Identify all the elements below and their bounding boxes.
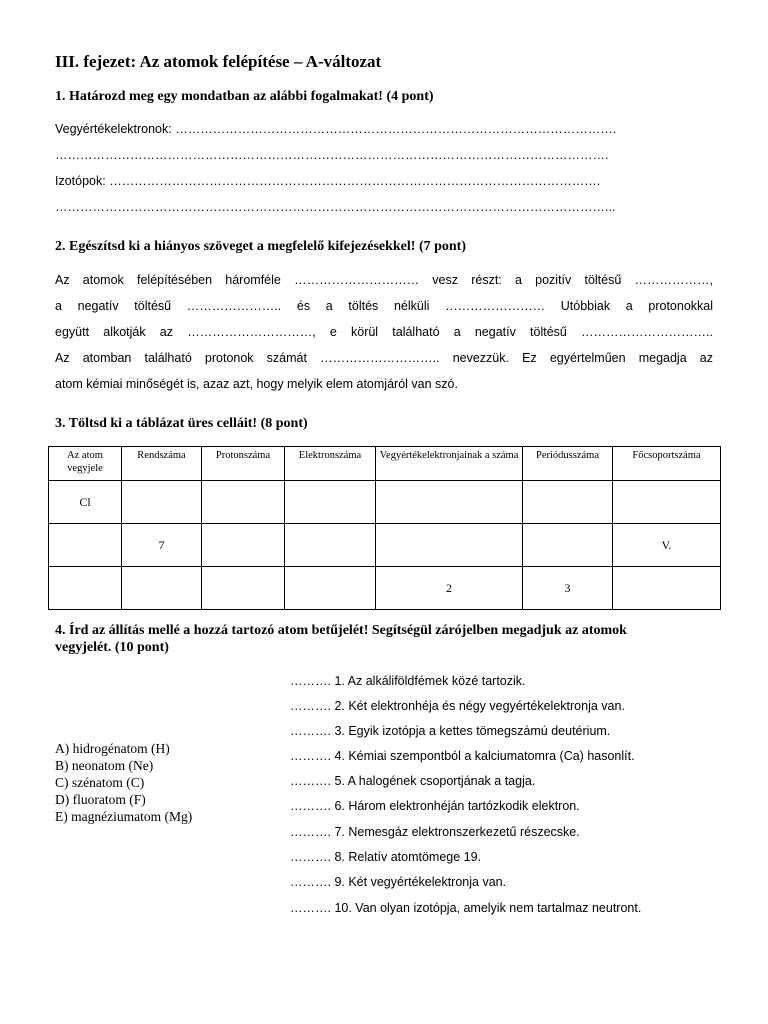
statement-4[interactable]: ………. 4. Kémiai szempontból a kalciumatomra (Ca) hasonlít.: [290, 749, 635, 763]
table-cell: V.: [613, 524, 721, 567]
q1-line-valence[interactable]: Vegyértékelektronok: …………………………………………………………………………………………….: [55, 122, 617, 136]
table-cell[interactable]: [613, 481, 721, 524]
table-row: [49, 567, 721, 610]
q4-heading-line1: 4. Írd az állítás mellé a hozzá tartozó atom betűjelét! Segítségül zárójelben megadjuk az atomok: [55, 623, 627, 638]
q1-line-isotope-cont[interactable]: ……………………………………………………………………………………………………………………...: [55, 200, 616, 214]
statement-9[interactable]: ………. 9. Két vegyértékelektronja van.: [290, 875, 507, 889]
table-cell[interactable]: [202, 481, 285, 524]
q4-heading-line2: vegyjelét. (10 pont): [55, 640, 169, 655]
page-title: III. fejezet: Az atomok felépítése – A-változat: [55, 52, 382, 71]
option-d: D) fluoratom (F): [55, 792, 146, 807]
table-cell: 3: [523, 567, 613, 610]
statement-5[interactable]: ………. 5. A halogének csoportjának a tagja.: [290, 774, 536, 788]
statement-10[interactable]: ………. 10. Van olyan izotópja, amelyik nem tartalmaz neutront.: [290, 901, 642, 915]
q2-line[interactable]: a negatív töltésű ………………….. és a töltés nélküli …………………… Utóbbiak a protonokkal: [55, 299, 713, 313]
table-cell[interactable]: [49, 567, 122, 610]
table-cell[interactable]: [285, 567, 376, 610]
table-cell[interactable]: [49, 524, 122, 567]
col-header-symbol: Az atom vegyjele: [49, 447, 122, 481]
table-cell[interactable]: [523, 481, 613, 524]
table-row: [49, 524, 721, 567]
table-cell[interactable]: [376, 481, 523, 524]
table-cell: Cl: [49, 481, 122, 524]
table-cell: 7: [122, 524, 202, 567]
statement-6[interactable]: ………. 6. Három elektronhéján tartózkodik elektron.: [290, 799, 580, 813]
table-cell[interactable]: [285, 524, 376, 567]
table-cell[interactable]: [122, 481, 202, 524]
col-header-main-group: Főcsoportszáma: [613, 447, 721, 481]
q2-heading: 2. Egészítsd ki a hiányos szöveget a megfelelő kifejezésekkel! (7 pont): [55, 239, 466, 254]
q3-heading: 3. Töltsd ki a táblázat üres celláit! (8 pont): [55, 416, 308, 431]
option-c: C) szénatom (C): [55, 775, 145, 790]
q1-line-isotope[interactable]: Izotópok: ……………………………………………………………………………………………………….: [55, 174, 601, 188]
table-header-row: [49, 447, 721, 481]
table-cell[interactable]: [376, 524, 523, 567]
q2-line[interactable]: Az atomban található protonok számát ……………………….. nevezzük. Ez egyértelműen megadja az: [55, 351, 713, 365]
statement-2[interactable]: ………. 2. Két elektronhéja és négy vegyértékelektronja van.: [290, 699, 625, 713]
statement-7[interactable]: ………. 7. Nemesgáz elektronszerkezetű részecske.: [290, 825, 580, 839]
table-cell[interactable]: [613, 567, 721, 610]
statement-8[interactable]: ………. 8. Relatív atomtömege 19.: [290, 850, 482, 864]
statement-1[interactable]: ………. 1. Az alkáliföldfémek közé tartozik.: [290, 674, 526, 688]
table-row: [49, 481, 721, 524]
option-a: A) hidrogénatom (H): [55, 741, 170, 756]
q1-heading: 1. Határozd meg egy mondatban az alábbi fogalmakat! (4 pont): [55, 89, 434, 104]
table-cell[interactable]: [202, 524, 285, 567]
q2-line: atom kémiai minőségét is, azaz azt, hogy melyik elem atomjáról van szó.: [55, 377, 458, 391]
q2-line[interactable]: Az atomok felépítésében háromféle ………………………… vesz részt: a pozitív töltésű ………………,: [55, 273, 713, 287]
col-header-atomic-number: Rendszáma: [122, 447, 202, 481]
table-cell: 2: [376, 567, 523, 610]
col-header-proton-count: Protonszáma: [202, 447, 285, 481]
statement-3[interactable]: ………. 3. Egyik izotópja a kettes tömegszámú deutérium.: [290, 724, 611, 738]
table-cell[interactable]: [285, 481, 376, 524]
table-cell[interactable]: [122, 567, 202, 610]
col-header-valence-electrons: Vegyértékelektronjainak a száma: [376, 447, 523, 481]
q2-line[interactable]: együtt alkotják az …………………………, e körül található a negatív töltésű …………………………..: [55, 325, 713, 339]
table-cell[interactable]: [202, 567, 285, 610]
q1-line-valence-cont[interactable]: …………………………………………………………………………………………………………………….: [55, 148, 609, 162]
col-header-period: Periódusszáma: [523, 447, 613, 481]
col-header-electron-count: Elektronszáma: [285, 447, 376, 481]
option-b: B) neonatom (Ne): [55, 758, 154, 773]
q2-paragraph: [55, 267, 713, 397]
option-e: E) magnéziumatom (Mg): [55, 809, 193, 824]
atom-table: [48, 446, 721, 610]
table-cell[interactable]: [523, 524, 613, 567]
